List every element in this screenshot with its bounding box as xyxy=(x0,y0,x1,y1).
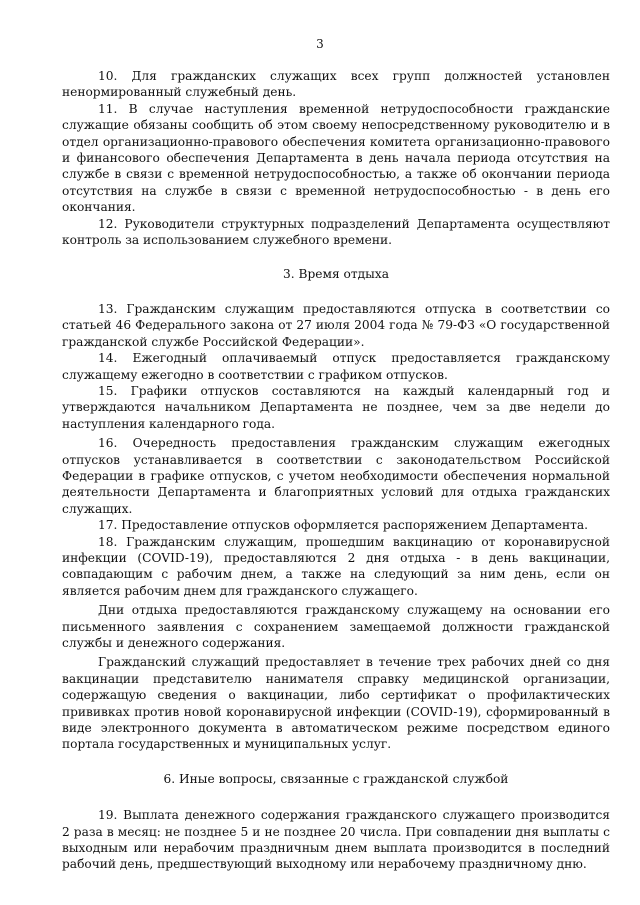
paragraph-18-rest-days: Дни отдыха предоставляются гражданскому служащему на основании его письменного заявления с сохранением замещаемой должности гражданской службы и денежного содержания. xyxy=(62,603,610,650)
paragraph-15: 15. Графики отпусков составляются на каждый календарный год и утверждаются начальником Департамента не позднее, чем за две недели до наступления календарного года. xyxy=(62,383,610,431)
paragraph-18-certificate: Гражданский служащий предоставляет в течение трех рабочих дней со дня вакцинации представителю нанимателя справку медицинской организации, содержащую сведения о вакцинации, либо сертификат о профилактических прививках против новой коронавирусной инфекции (COVID-19), сформированный в виде электронного документа в автоматическом режиме посредством единого портала государственных и муниципальных услуг. xyxy=(62,655,610,752)
paragraph-11: 11. В случае наступления временной нетрудоспособности гражданские служащие обязаны сообщить об этом своему непосредственному руководителю и в отдел организационно-правового обеспечения комитета организационно-правового и финансового обеспечения Департамента в день начала периода отсутствия на службе в связи с временной нетрудоспособностью, а также об окончании периода отсутствия на службе в связи с временной нетрудоспособностью - в день его окончания. xyxy=(62,101,610,215)
section-heading-other-questions: 6. Иные вопросы, связанные с гражданской службой xyxy=(163,771,509,786)
paragraph-10: 10. Для гражданских служащих всех групп должностей установлен ненормированный служебный день. xyxy=(62,69,610,100)
page-number: 3 xyxy=(316,37,324,51)
paragraph-14: 14. Ежегодный оплачиваемый отпуск предоставляется гражданскому служащему ежегодно в соответствии с графиком отпусков. xyxy=(62,351,610,382)
document-body xyxy=(62,68,610,873)
paragraph-16: 16. Очередность предоставления гражданским служащим ежегодных отпусков устанавливается в соответствии с законодательством Российской Федерации в графике отпусков, с учетом необходимости обеспечения нормальной деятельности Департамента и благоприятных условий для отдыха гражданских служащих. xyxy=(62,436,610,516)
paragraph-18: 18. Гражданским служащим, прошедшим вакцинацию от коронавирусной инфекции (COVID-19), предоставляются 2 дня отдыха - в день вакцинации, совпадающим с рабочим днем, а также на следующий за ним день, если он является рабочим днем для гражданского служащего. xyxy=(62,534,610,598)
section-heading-rest-time: 3. Время отдыха xyxy=(283,267,389,282)
paragraph-13: 13. Гражданским служащим предоставляются отпуска в соответствии со статьей 46 Федерального закона от 27 июля 2004 года № 79-ФЗ «О государственной гражданской службе Российской Федерации». xyxy=(62,301,610,349)
paragraph-17: 17. Предоставление отпусков оформляется распоряжением Департамента. xyxy=(98,518,588,533)
paragraph-12: 12. Руководители структурных подразделений Департамента осуществляют контроль за использованием служебного времени. xyxy=(62,216,610,248)
paragraph-19: 19. Выплата денежного содержания гражданского служащего производится 2 раза в месяц: не позднее 5 и не позднее 20 числа. При совпадении дня выплаты с выходным или нерабочим праздничным днем выплата производится в последний рабочий день, предшествующий выходному или нерабочему праздничному дню. xyxy=(62,808,610,872)
